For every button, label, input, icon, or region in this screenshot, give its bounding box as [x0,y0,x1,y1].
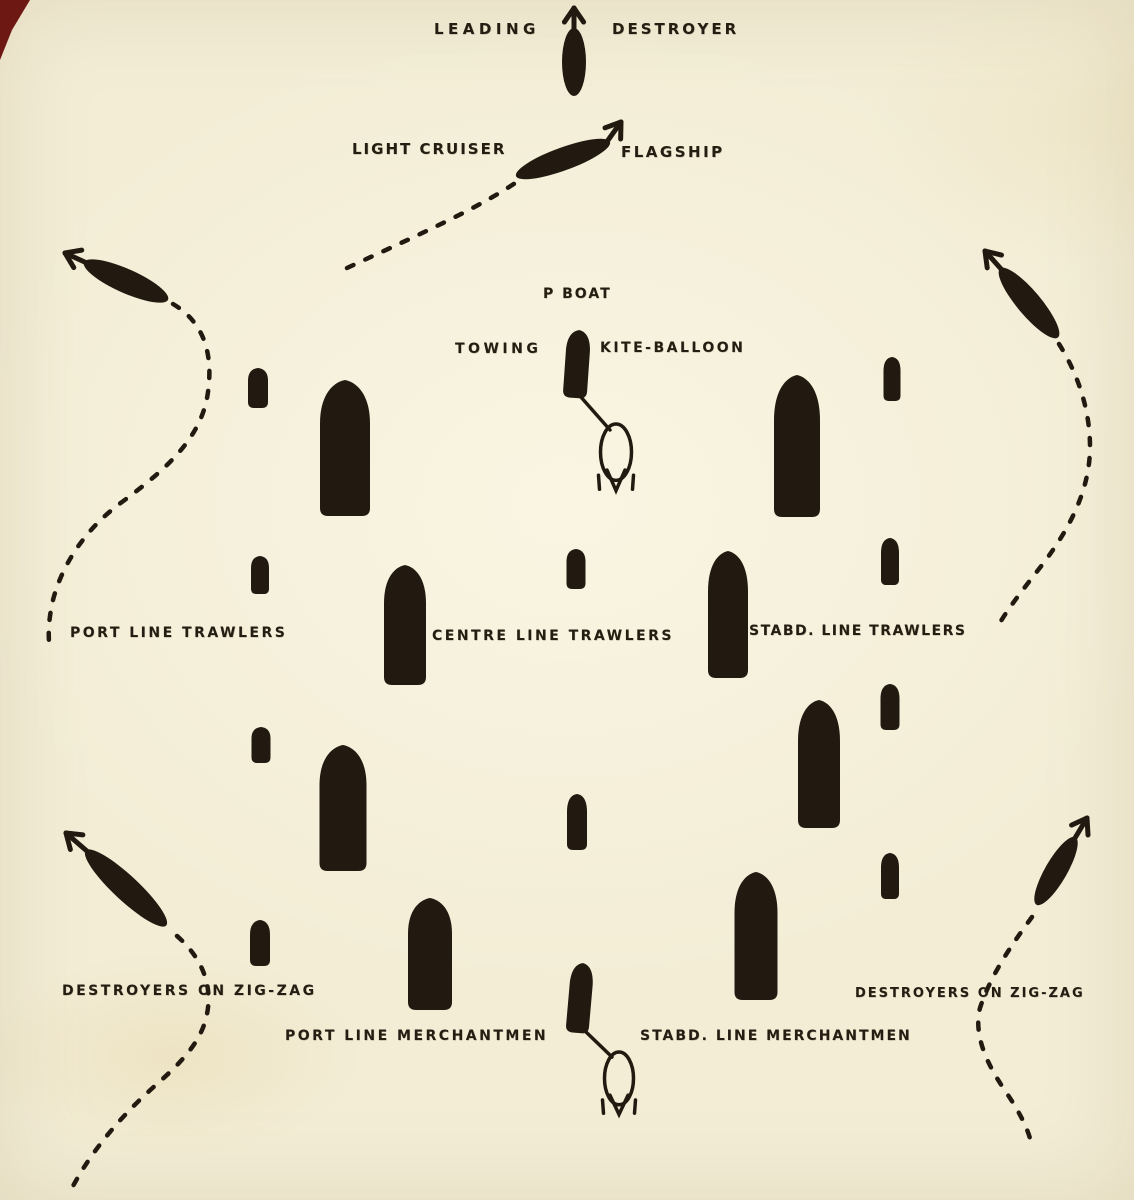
stabd-merchantman-1-hull [774,375,820,517]
port-trawler-4-hull [250,920,270,966]
stabd-merchantman-3-hull [798,700,840,828]
label-stabd-line-merchantmen: STABD. LINE MERCHANTMEN [640,1028,912,1044]
label-towing: TOWING [455,341,542,357]
centre-trawler-1-hull [567,549,586,589]
trail-destroyer-top-left [49,304,210,652]
label-port-line-merchantmen: PORT LINE MERCHANTMEN [285,1028,549,1044]
label-light-cruiser: LIGHT CRUISER [352,140,507,158]
stabd-merchantman-4-hull [735,872,778,1000]
kite-balloon-leading-tether [580,396,610,430]
port-merchantman-2-hull [384,565,426,685]
destroyer-top-left-hull [79,251,173,310]
destroyer-top-left-arrow-barb-2 [65,250,82,253]
port-trawler-2-hull [251,556,269,594]
label-destroyers-zigzag-right: DESTROYERS ON ZIG-ZAG [855,986,1085,1001]
p-boat-leading-hull [563,329,592,399]
port-merchantman-3-hull [320,745,367,871]
stabd-trawler-2-hull [881,538,899,585]
destroyer-bottom-right-hull [1027,832,1085,911]
port-merchantman-1-hull [320,380,370,516]
trail-destroyer-bottom-right [978,917,1032,1142]
stabd-trawler-1-hull [884,357,901,401]
label-stabd-line-trawlers: STABD. LINE TRAWLERS [749,623,967,639]
leading-destroyer-hull [562,28,586,96]
trail-light-cruiser [347,174,528,268]
stabd-merchantman-2-hull [708,551,748,678]
destroyer-bottom-left-hull [77,841,174,934]
kite-balloon-rear-envelope [605,1052,634,1105]
label-flagship: FLAGSHIP [621,143,725,161]
port-merchantman-4-hull [408,898,452,1010]
label-p-boat: P BOAT [543,286,612,302]
label-centre-line-trawlers: CENTRE LINE TRAWLERS [432,628,674,644]
label-destroyer: DESTROYER [612,20,740,38]
label-port-line-trawlers: PORT LINE TRAWLERS [70,625,288,641]
trail-destroyer-bottom-left [68,936,209,1196]
port-trawler-3-hull [252,727,271,763]
kite-balloon-rear-fin-left [603,1100,604,1113]
label-destroyers-zigzag-left: DESTROYERS ON ZIG-ZAG [62,983,317,999]
kite-balloon-leading-envelope [601,424,632,480]
trail-destroyer-top-right [996,344,1090,630]
kite-balloon-leading-fin-left [599,475,600,489]
kite-balloon-leading-fin-right [633,475,634,489]
destroyer-bottom-right-arrow-barb-2 [1087,818,1088,835]
destroyer-top-right-hull [991,261,1067,345]
p-boat-rear-hull [565,962,594,1034]
light-cruiser-flagship-hull [512,131,614,187]
stabd-trawler-4-hull [881,853,899,899]
centre-trawler-2-hull [567,794,587,850]
kite-balloon-rear-tether [585,1031,612,1057]
label-leading: LEADING [434,20,540,38]
kite-balloon-rear-fin-right [635,1100,636,1113]
stabd-trawler-3-hull [881,684,900,730]
destroyer-bottom-left-arrow-barb-2 [66,833,83,835]
port-trawler-1-hull [248,368,268,408]
label-kite-balloon: KITE-BALLOON [600,340,746,356]
